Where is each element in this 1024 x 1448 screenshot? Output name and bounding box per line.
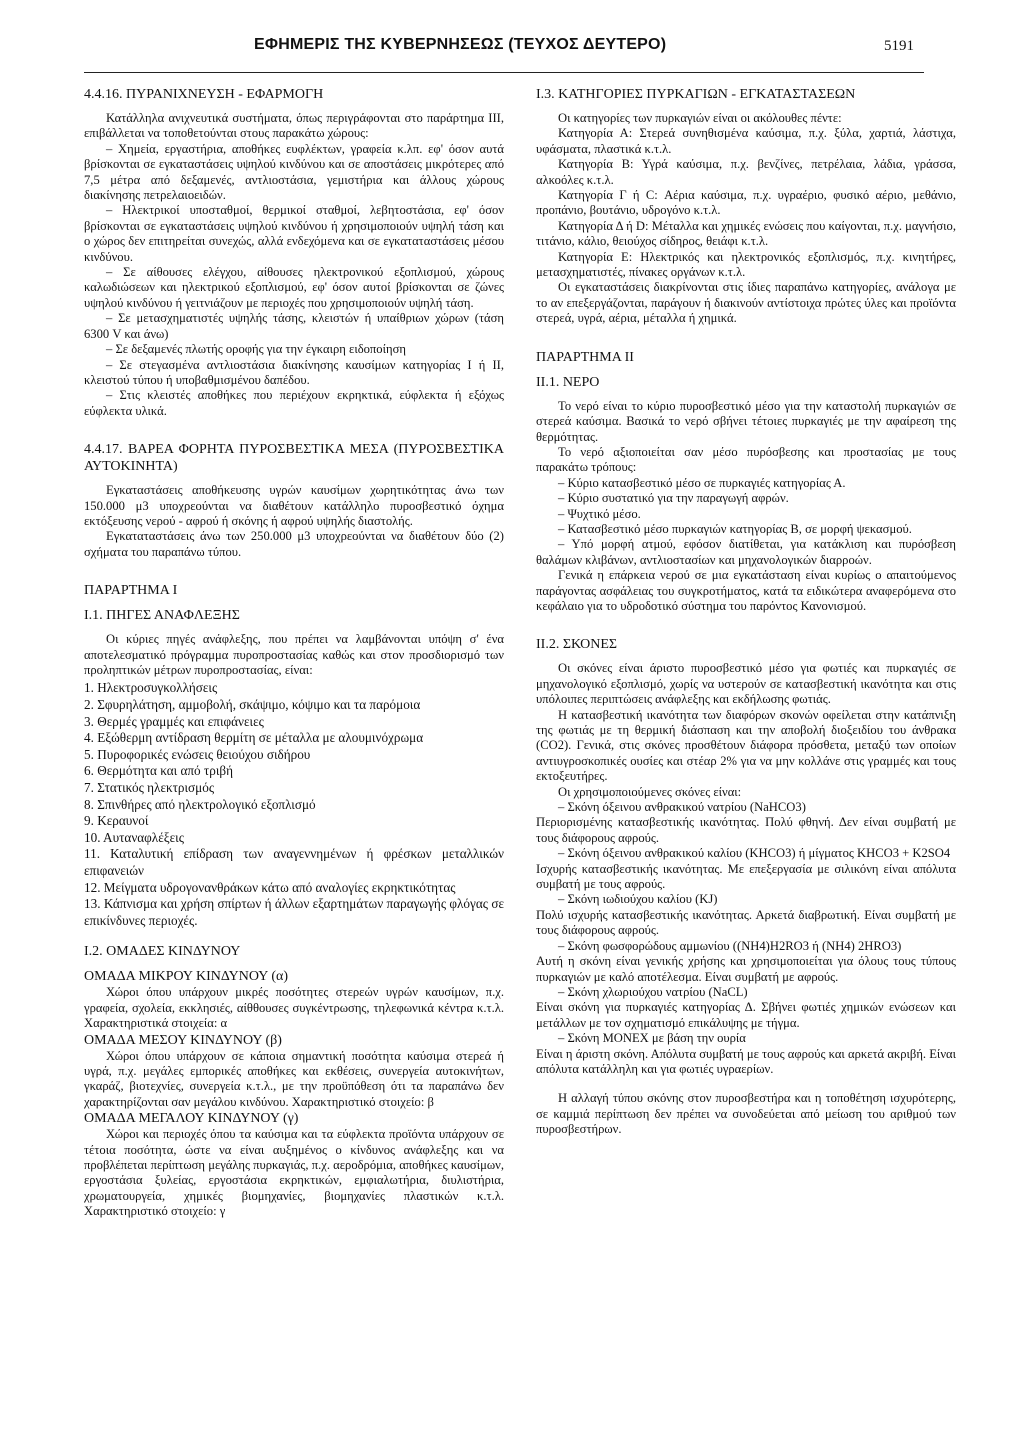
bullet-item: – Στις κλειστές αποθήκες που περιέχουν εκρηκτικά, εύφλεκτα ή εξόχως εύφλεκτα υλικά. [84,388,504,418]
bullet-item: – Σε δεξαμενές πλωτής οροφής για την έγκαιρη ειδοποίηση [106,342,406,357]
powder-description: Είναι η άριστη σκόνη. Απόλυτα συμβατή με τους αφρούς και αρκετά ακριβή. Είναι απόλυτα κατάλληλη και για φωτιές υγραερίων. [536,1046,956,1076]
group-c-title: ΟΜΑΔΑ ΜΕΓΑΛΟΥ ΚΙΝΔΥΝΟΥ (γ) [84,1111,299,1127]
group-a-title: ΟΜΑΔΑ ΜΙΚΡΟΥ ΚΙΝΔΥΝΟΥ (α) [84,969,288,985]
list-item: 4. Εξώθερμη αντίδραση θερμίτη σε μέταλλα με αλουμινόχρωμα [84,730,424,746]
paragraph: Εγκαταστάσεις αποθήκευσης υγρών καυσίμων χωρητικότητας άνω των 150.000 μ3 υποχρεούνται να διαθέτουν κατάλληλο πυροσβεστικό όχημα εκτόξευσης νερού - αφρού ή σκόνης ή αφρού υψηλής διαστολής. [84,483,504,528]
powder-description: Πολύ ισχυρής κατασβεστικής ικανότητας. Αρκετά διαβρωτική. Είναι συμβατή με τους διάφορους αφρούς. [536,907,956,938]
powder-name: – Σκόνη χλωριούχου νατρίου (NaCL) [558,984,748,999]
page-header [84,36,924,62]
ignition-sources-list [84,680,504,929]
category-item: Κατηγορία Ε: Ηλεκτρικός και ηλεκτρονικός εξοπλισμός, π.χ. κινητήρες, μετασχηματιστές, πίνακες οργάνων κ.τ.λ. [536,249,956,280]
paragraph: Οι κατηγορίες των πυρκαγιών είναι οι ακόλουθες πέντε: [558,111,842,125]
bullet-item: – Χημεία, εργαστήρια, αποθήκες ευφλέκτων, γραφεία κ.λπ. εφ' όσον αυτά βρίσκονται σε εγκαταστάσεις υψηλού κινδύνου και σε αποστάσεις μικρότερες από 7,5 μέτρα από δεξαμενές, αντλιοστάσια, γεμιστήρια και άλλους χώρους διακίνησης πετρελαιοειδών. [84,141,504,203]
section-ii1-title: II.1. ΝΕΡΟ [536,374,600,390]
category-item: Κατηγορία Α: Στερεά συνηθισμένα καύσιμα, π.χ. ξύλα, χαρτιά, λάστιχα, υφάσματα, πλαστικά κ.τ.λ. [536,126,956,156]
paragraph: Χώροι όπου υπάρχουν σε κάποια σημαντική ποσότητα καύσιμα στερεά ή υγρά, π.χ. μεγάλες εμπορικές αποθήκες και εκθέσεις, συνεργεία αυτοκινήτων, γκαράζ, βιοτεχνίες, συνεργεία κ.τ.λ., με την προϋπόθεση ότι τα παραπάνω δεν χαρακτηρίζονται σαν μεγάλου κινδύνου. Χαρακτηριστικό στοιχείο: β [84,1048,504,1109]
section-i3-title: I.3. ΚΑΤΗΓΟΡΙΕΣ ΠΥΡΚΑΓΙΩΝ - ΕΓΚΑΤΑΣΤΑΣΕΩΝ [536,87,856,102]
header-divider [84,72,924,73]
list-item: 10. Αυταναφλέξεις [84,829,184,845]
paragraph: Η κατασβεστική ικανότητα των διαφόρων σκονών οφείλεται στην κατάπνιξη της φωτιάς με τη θερμική διάσπαση και την αποβολή διοξειδίου του άνθρακα (CO2). Γενικά, στις σκόνες προσθέτουν διάφορα πρόσθετα, μεταξύ των οποίων αντιυγροσκοπικές ουσίες και στέαρ 2% για να μην κολλάνε στις γραμμές και τους εκτοξευτήρες. [536,707,956,784]
paragraph: Η αλλαγή τύπου σκόνης στον πυροσβεστήρα και η τοποθέτηση ισχυρότερης, σε καμμιά περίπτωση δεν πρέπει να συνοδεύεται από μείωση του αριθμού των πυροσβεστήρων. [536,1091,956,1137]
page-number: 5191 [884,38,914,54]
list-item: 2. Σφυρηλάτηση, αμμοβολή, σκάψιμο, κόψιμο και τα παρόμοια [84,696,421,712]
section-4-4-16-title: 4.4.16. ΠΥΡΑΝΙΧΝΕΥΣΗ - ΕΦΑΡΜΟΓΗ [84,87,324,102]
list-item: 1. Ηλεκτροσυγκολλήσεις [84,680,218,696]
powder-description: Ισχυρής κατασβεστικής ικανότητας. Με επεξεργασία με σιλικόνη είναι απόλυτα συμβατή με τους αφρούς. [536,861,956,892]
section-ii2-title: II.2. ΣΚΟΝΕΣ [536,637,618,653]
paragraph: Χώροι και περιοχές όπου τα καύσιμα και τα εύφλεκτα προϊόντα υπάρχουν σε τέτοια ποσότητα, ώστε να είναι αυξημένος ο κίνδυνος ανάφλεξης και να προβλέπεται περίπτωση μεγάλης πυρκαγιάς, π.χ. αεροδρόμια, αποθήκες καυσίμων, εργοστάσια ξυλείας, εργοστάσια εκρηκτικών, εμφιαλωτήρια, διυλιστήρια, χρωματουργεία, χημικές βιομηχανίες, βιομηχανίες πλαστικών κ.τ.λ. Χαρακτηριστικό στοιχείο: γ [84,1127,504,1219]
paragraph: Οι σκόνες είναι άριστο πυροσβεστικό μέσο για φωτιές και πυρκαγιές σε μηχανολογικό εξοπλισμό, χωρίς να υστερούν σε κατασβεστική ικανότητα και στις υπόλοιπες περιπτώσεις ανάφλεξης και εκδήλωσης φωτιάς. [536,661,956,707]
bullet-item: – Κατασβεστικό μέσο πυρκαγιών κατηγορίας Β, σε μορφή ψεκασμού. [558,521,912,536]
powder-description: Περιορισμένης κατασβεστικής ικανότητας. Πολύ φθηνή. Δεν είναι συμβατή με τους διάφορους αφρούς. [536,815,956,845]
bullet-item: – Σε αίθουσες ελέγχου, αίθουσες ηλεκτρονικού εξοπλισμού, χώρους καλωδιώσεων και ηλεκτρικού εξοπλισμού, εφ' όσον αυτοί βρίσκονται σε ζώνες υψηλού κινδύνου ή γειτνιάζουν με περιοχές που χρησιμοποιούν υψηλή τάση. [84,265,504,310]
bullet-item: – Κύριο συστατικό για την παραγωγή αφρών. [558,491,789,506]
list-item: 11. Καταλυτική επίδραση των αναγεννημένων ή φρέσκων μεταλλικών επιφανειών [84,846,504,878]
paragraph: Εγκαταταστάσεις άνω των 250.000 μ3 υποχρεούνται να διαθέτουν δύο (2) σχήματα του παραπάνω τύπου. [84,529,504,559]
paragraph: Το νερό είναι το κύριο πυροσβεστικό μέσο για την καταστολή πυρκαγιών σε στερεά καύσιμα. Βασικά το νερό σβήνει τέτοιες πυρκαγιές με την αφαίρεση της θερμότητας. [536,398,956,444]
list-item: 13. Κάπνισμα και χρήση σπίρτων ή άλλων εξαρτημάτων παραγωγής φλόγας σε επικίνδυνες περιοχές. [84,896,504,928]
left-column [84,86,504,1220]
paragraph: Γενικά η επάρκεια νερού σε μια εγκατάσταση είναι κυρίως ο απαιτούμενος παράγοντας ασφάλειας του συγκροτήματος, κατά τα ειδικώτερα αναφερόμενα στο κεφάλαιο για το υδροδοτικό σύστημα του παρόντος Κανονισμού. [536,568,956,613]
powder-description: Αυτή η σκόνη είναι γενικής χρήσης και χρησιμοποιείται για όλους τους τύπους πυρκαγιών με καλό αποτέλεσμα. Είναι συμβατή με αφρούς. [536,954,956,984]
powder-description: Είναι σκόνη για πυρκαγιές κατηγορίας Δ. Σβήνει φωτιές χημικών ενώσεων και μετάλλων με τον σχηματισμό επικάλυψης με τήγμα. [536,1000,956,1030]
powder-name: – Σκόνη όξεινου ανθρακικού καλίου (KHCO3) ή μίγματος KHCO3 + K2SO4 [558,846,951,861]
bullet-item: – Ηλεκτρικοί υποσταθμοί, θερμικοί σταθμοί, λεβητοστάσια, εφ' όσον βρίσκονται σε εγκαταστάσεις υψηλού κινδύνου ή χρησιμοποιούν υψηλή τάση και ο χώρος δεν επιτηρείται συνεχώς, αλλά ενδεχόμενα και σε εγκαταταστάσεις μέσου κινδύνου. [84,203,504,264]
powder-name: – Σκόνη MONEX με βάση την ουρία [558,1031,746,1046]
list-item: 12. Μείγματα υδρογονανθράκων κάτω από αναλογίες εκρηκτικότητας [84,879,456,895]
list-item: 8. Σπινθήρες από ηλεκτρολογικό εξοπλισμό [84,796,316,812]
category-item: Κατηγορία Β: Υγρά καύσιμα, π.χ. βενζίνες, πετρέλαια, λάδια, γράσσα, αλκοόλες κ.τ.λ. [536,157,956,187]
powder-name: – Σκόνη όξεινου ανθρακικού νατρίου (NaHCO3) [558,800,806,815]
section-4-4-17-title: 4.4.17. ΒΑΡΕΑ ΦΟΡΗΤΑ ΠΥΡΟΣΒΕΣΤΙΚΑ ΜΕΣΑ (ΠΥΡΟΣΒΕΣΤΙΚΑ ΑΥΤΟΚΙΝΗΤΑ) [84,442,504,475]
appendix-1-title: ΠΑΡΑΡΤΗΜΑ I [84,583,178,599]
section-i2-title: I.2. ΟΜΑΔΕΣ ΚΙΝΔΥΝΟΥ [84,944,241,960]
list-item: 6. Θερμότητα και από τριβή [84,763,233,779]
list-item: 9. Κεραυνοί [84,813,149,829]
journal-title: ΕΦΗΜΕΡΙΣ ΤΗΣ ΚΥΒΕΡΝΗΣΕΩΣ (ΤΕΥΧΟΣ ΔΕΥΤΕΡΟ) [254,36,667,53]
section-i1-title: I.1. ΠΗΓΕΣ ΑΝΑΦΛΕΞΗΣ [84,608,240,624]
paragraph: Οι εγκαταστάσεις διακρίνονται στις ίδιες παραπάνω κατηγορίες, ανάλογα με το αν επεξεργάζονται, παράγουν ή διακινούν αντίστοιχα πρώτες ύλες και προϊόντα στερεά, υγρά, αέρια, μέταλλα ή χημικά. [536,280,956,326]
bullet-item: – Ψυχτικό μέσο. [558,506,641,521]
paragraph: Το νερό αξιοποιείται σαν μέσο πυρόσβεσης και προστασίας με τους παρακάτω τρόπους: [536,444,956,475]
category-item: Κατηγορία Δ ή D: Μέταλλα και χημικές ενώσεις που καίγονται, π.χ. μαγνήσιο, τιτάνιο, κάλιο, θειούχος σίδηρος, θειάφι κ.τ.λ. [536,218,956,249]
bullet-item: – Κύριο κατασβεστικό μέσο σε πυρκαγιές κατηγορίας Α. [558,475,846,490]
paragraph: Οι χρησιμοποιούμενες σκόνες είναι: [558,784,742,799]
right-column [536,86,956,1138]
bullet-item: – Υπό μορφή ατμού, εφόσον διατίθεται, για κατάκλιση και πυρόσβεση θαλάμων κλιβάνων, αντλιοστασίων και μηχανολογικών διαρροών. [536,537,956,567]
list-item: 5. Πυροφορικές ενώσεις θειούχου σιδήρου [84,746,311,762]
list-item: 3. Θερμές γραμμές και επιφάνειες [84,713,264,729]
bullet-item: – Σε στεγασμένα αντλιοστάσια διακίνησης καυσίμων κατηγορίας I ή II, κλειστού τύπου ή υποβαθμισμένου δαπέδου. [84,357,504,387]
powder-name: – Σκόνη ιωδιούχου καλίου (KJ) [558,892,718,907]
powder-name: – Σκόνη φωσφορώδους αμμωνίου ((NH4)H2RO3 ή (NH4) 2HRO3) [558,938,902,953]
appendix-2-title: ΠΑΡΑΡΤΗΜΑ II [536,349,634,365]
paragraph: Χώροι όπου υπάρχουν μικρές ποσότητες στερεών υγρών καυσίμων, π.χ. γραφεία, σχολεία, εκκλησιές, αίθθουσες συγκέντρωσης, τηλεφωνικά κέντρα κ.τ.λ. Χαρακτηριστικά στοιχεία: α [84,985,504,1031]
paragraph: Οι κύριες πηγές ανάφλεξης, που πρέπει να λαμβάνονται υπόψη σ' ένα αποτελεσματικό πρόγραμμα πυροπροστασίας καθώς και στον προσδιορισμό των προληπτικών μέτρων πυροπροστασίας, είναι: [84,632,504,677]
bullet-item: – Σε μετασχηματιστές υψηλής τάσης, κλειστών ή υπαίθριων χώρων (τάση 6300 V και άνω) [84,311,504,341]
group-b-title: ΟΜΑΔΑ ΜΕΣΟΥ ΚΙΝΔΥΝΟΥ (β) [84,1032,282,1048]
category-item: Κατηγορία Γ ή C: Αέρια καύσιμα, π.χ. υγραέριο, φυσικό αέριο, μεθάνιο, προπάνιο, βουτάνιο, υδρογόνο κ.τ.λ. [536,188,956,218]
paragraph: Κατάλληλα ανιχνευτικά συστήματα, όπως περιγράφονται στο παράρτημα III, επιβάλλεται να τοποθετούνται στους παρακάτω χώρους: [84,111,504,141]
list-item: 7. Στατικός ηλεκτρισμός [84,779,215,795]
